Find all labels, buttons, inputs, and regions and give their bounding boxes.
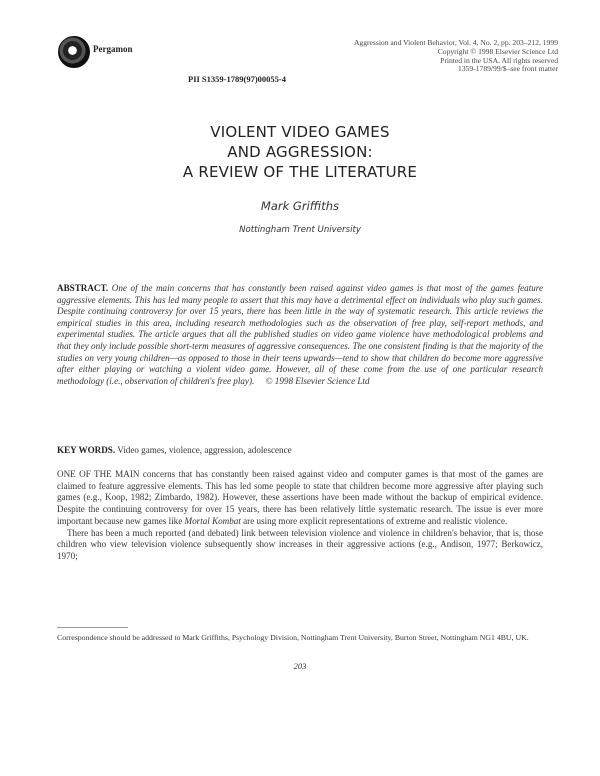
title-line: A REVIEW OF THE LITERATURE	[182, 163, 418, 181]
journal-line: Aggression and Violent Behavior, Vol. 4, No. 2, pp. 203–212, 1999	[353, 38, 558, 47]
body-paragraph	[57, 469, 543, 528]
page-number: 203	[293, 661, 307, 671]
title-line: AND AGGRESSION:	[227, 143, 373, 161]
keywords-text: Video games, violence, aggression, adolescence	[117, 445, 292, 455]
game-title: Mortal Kombat	[184, 515, 241, 526]
lead-in: ONE OF THE MAIN	[57, 469, 140, 479]
keywords	[57, 445, 543, 455]
correspondence-footnote: Correspondence should be addressed to Mark Griffiths, Psychology Division, Nottingham Trent University, Burton Street, Nottingham NG1 4BU, UK.	[57, 633, 529, 642]
journal-line: Printed in the USA. All rights reserved	[440, 55, 558, 65]
abstract	[57, 283, 543, 387]
abstract-copyright: © 1998 Elsevier Science Ltd	[265, 375, 370, 386]
publisher-name: Pergamon	[93, 44, 133, 54]
paper-title	[0, 122, 600, 182]
paragraph-text: concerns that has constantly been raised against video and computer games is that most of the games are claimed to feature aggressive elements. This has led some people to state that children become more aggressive after playing such games (e.g., Koop, 1982; Zimbardo, 1982). However, these assertions have been made without the backup of empirical evidence. Despite the continuing controversy for over 15 years, there has been relatively little systematic research. The issue is ever more important because new games like	[57, 469, 543, 526]
paragraph-text: are using more explicit representations of extreme and realistic violence.	[240, 515, 508, 526]
pii-identifier: PII S1359-1789(97)00055-4	[188, 74, 286, 84]
journal-line: 1359-1789/99/$–see front matter	[458, 64, 558, 74]
body-paragraph: There has been a much reported (and debated) link between television violence and violence in children's behavior, that is, those children who view television violence subsequently show increases in their aggressive actions (e.g., Andison, 1977; Berkowicz, 1970;	[57, 527, 543, 561]
abstract-text: One of the main concerns that has constantly been raised against video games is that most of the games feature aggressive elements. This has led many people to assert that this may have a detrimental effect on individuals who play such games. Despite continuing controversy for over 15 years, there has been little in the way of systematic research. This article reviews the empirical studies in this area, including research methodologies such as the observation of free play, self-report methods, and experimental studies. The article argues that all the published studies on video game violence have methodological problems and that they only include possible short-term measures of aggressive consequences. The one consistent finding is that the majority of the studies on very young children—as opposed to those in their teens upwards—tend to show that children do become more aggressive after either playing or watching a violent video game. However, all of these come from the use of one particular research methodology (i.e., observation of children's free play).	[57, 283, 544, 386]
abstract-label: ABSTRACT.	[57, 283, 109, 293]
author-name: Mark Griffiths	[260, 199, 340, 213]
author-affiliation: Nottingham Trent University	[239, 225, 361, 235]
footnote-divider	[57, 627, 128, 628]
body-text	[57, 469, 543, 563]
keywords-label: KEY WORDS.	[57, 445, 116, 455]
title-line: VIOLENT VIDEO GAMES	[210, 123, 390, 141]
journal-citation	[238, 39, 558, 74]
journal-line: Copyright © 1998 Elsevier Science Ltd	[437, 46, 558, 56]
pergamon-logo-icon	[58, 36, 90, 68]
